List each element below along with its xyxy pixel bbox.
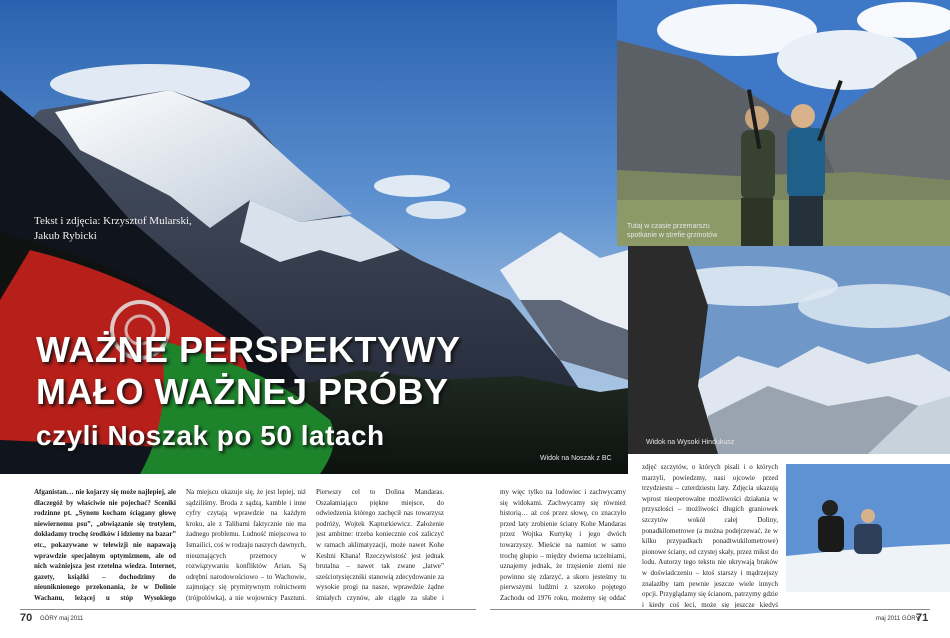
- soldiers-caption: [627, 222, 717, 240]
- climbers-caption-line-1: Krzysztof Mularski w drodze: [794, 571, 882, 578]
- page-number-right: 71: [916, 612, 929, 624]
- article-column-2: [186, 487, 306, 605]
- article-column-4: [500, 487, 626, 605]
- author-credit-line-1: Tekst i zdjęcia: Krzysztof Mularski,: [34, 215, 192, 227]
- magazine-label-left: GÓRY maj 2011: [40, 616, 84, 622]
- soldiers-caption-line-1: Tutaj w czasie przemarszu: [627, 223, 710, 230]
- soldiers-caption-line-2: spotkanie w strefie grzmotów: [627, 232, 718, 239]
- article-text: Na miejscu okazuje się, że jest lepiej, niż sądziliśmy. Broda z sądzą, kamble i inne cyfry czytają wprawdzie na każdym kroku, ale z Talibami faktycznie nie ma żadnego problemu. Ludność miejscowa to Ismailici, coś w rodzaju naszych dawnych, nieuznających przemocy w rozwiązywaniu konfliktów Arian. Są odrębni narodowościowo – to Wachowie, zajmujący się prymitywnym rolnictwem (trójpolówka), a nie wojownicy Pasztuni.: [186, 488, 306, 602]
- article-subtitle: czyli Noszak po 50 latach: [36, 420, 385, 451]
- article-text: zdjęć szczytów, o których pisali i o których marzyli, powiedzmy, nasi ojcowie przed trzydziestu – czterdziestu laty. Zdjęcia ukazują wprost nieoperowalne możliwości działania w przyszłości – możliwości długich graniowek szczytów wokół całej Doliny, ponadkilometrowe (a można podejrzewać, że w kilku przypadkach ponadtwukilometrowe) pionowe ściany, od czystej skały, przez mikst do lodu. Autorzy tego tekstu nie ukrywają braków w doświadczeniu – ktoś starszy i mądrzejszy znalazłby tam pewnie jeszcze wiele innych opcji. Przyglądamy się ścianom, patrzymy gdzie i kiedy coś leci, może się jeszcze kiedyś: [642, 463, 778, 608]
- article-column-1: [34, 487, 176, 605]
- photo-valley: [628, 246, 950, 454]
- valley-photo-illustration: [628, 246, 950, 454]
- soldiers-photo-illustration: [617, 0, 950, 246]
- footer-rule-right: [490, 609, 930, 610]
- author-credit: [34, 214, 192, 244]
- article-title-line-1: WAŻNE PERSPEKTYWY: [36, 329, 461, 370]
- page-number-left: 70: [20, 612, 33, 624]
- article-title-line-2: MAŁO WAŻNEJ PRÓBY: [36, 371, 449, 412]
- article-text: my więc tylko na lodowiec i zachwycamy się widokami. Zachwycamy się również historią… aż coś przez słowę, co znaczyło przed laty zrobienie ściany Kohe Mandaras przez Wojtka Kurtykę i jego dwóch towarzyszy. Mieście na namiot w samo trochę głupio – między dwiema uczelniami, uznajemy jednak, że trzęsienie ziemi nie powinno się zdarzyć, a skoro jesteśmy tu pierwszymi ludźmi z szeroko pojętego Zachodu od 1976 roku, możemy się oddać: [500, 488, 626, 602]
- climbers-caption-line-2: do C1 na Noszak: [794, 580, 848, 587]
- article-column-5: [642, 462, 778, 608]
- climbers-caption: [794, 570, 881, 588]
- magazine-label-right: maj 2011 GÓRY: [876, 616, 920, 622]
- photo-climbers: [786, 464, 950, 592]
- author-credit-line-2: Jakub Rybicki: [34, 230, 97, 242]
- hero-photo: [0, 0, 628, 474]
- hero-photo-caption: Widok na Noszak z BC: [540, 455, 612, 462]
- footer-rule-left: [20, 609, 476, 610]
- article-column-3: [316, 487, 444, 605]
- article-text: Pierwszy cel to Dolina Mandaras. Oszałamiająco piękne miejsce, do odwiedzenia którego zachęcił nas towarzysz podróży, Wojtek Kapturkiewicz. Założenie jest ambitne: trzeba koniecznie coś zaliczyć w ramach aklimatyzacji, może nawet Kohe Keshni Khana! Rzeczywistość jest jednak brutalna – nawet tak zwane „łatwe” sześciotysięczniki stanowią zdecydowanie za wysokie progi na nasze, wprawdzie żądne śmiałych czynów, ale ciągle za słabe i: [316, 488, 444, 602]
- photo-soldiers: [617, 0, 950, 246]
- article-lead: Afganistan… nie kojarzy się może najlepiej, ale dlaczegóż by właściwie nie pojechać? Sceniki rodzinne pt. „Synem kocham ściągany głowę niewiernemu psu”, „obwiązanie się trotylem, dokładamy trochę środków i idziemy na bazar” etc., pokazywane w telewizji nie napawają wprawdzie specjalnym optymizmem, ale od nich ważniejsza jest rzetelna wiedza. Internet, gazety, książki – dochodzimy do nieuniknionego przekonania, że w Dolinie Wachanu, leżącej u stóp Wysokiego: [34, 488, 176, 602]
- valley-caption: Widok na Wysoki Hindukusz: [646, 439, 735, 446]
